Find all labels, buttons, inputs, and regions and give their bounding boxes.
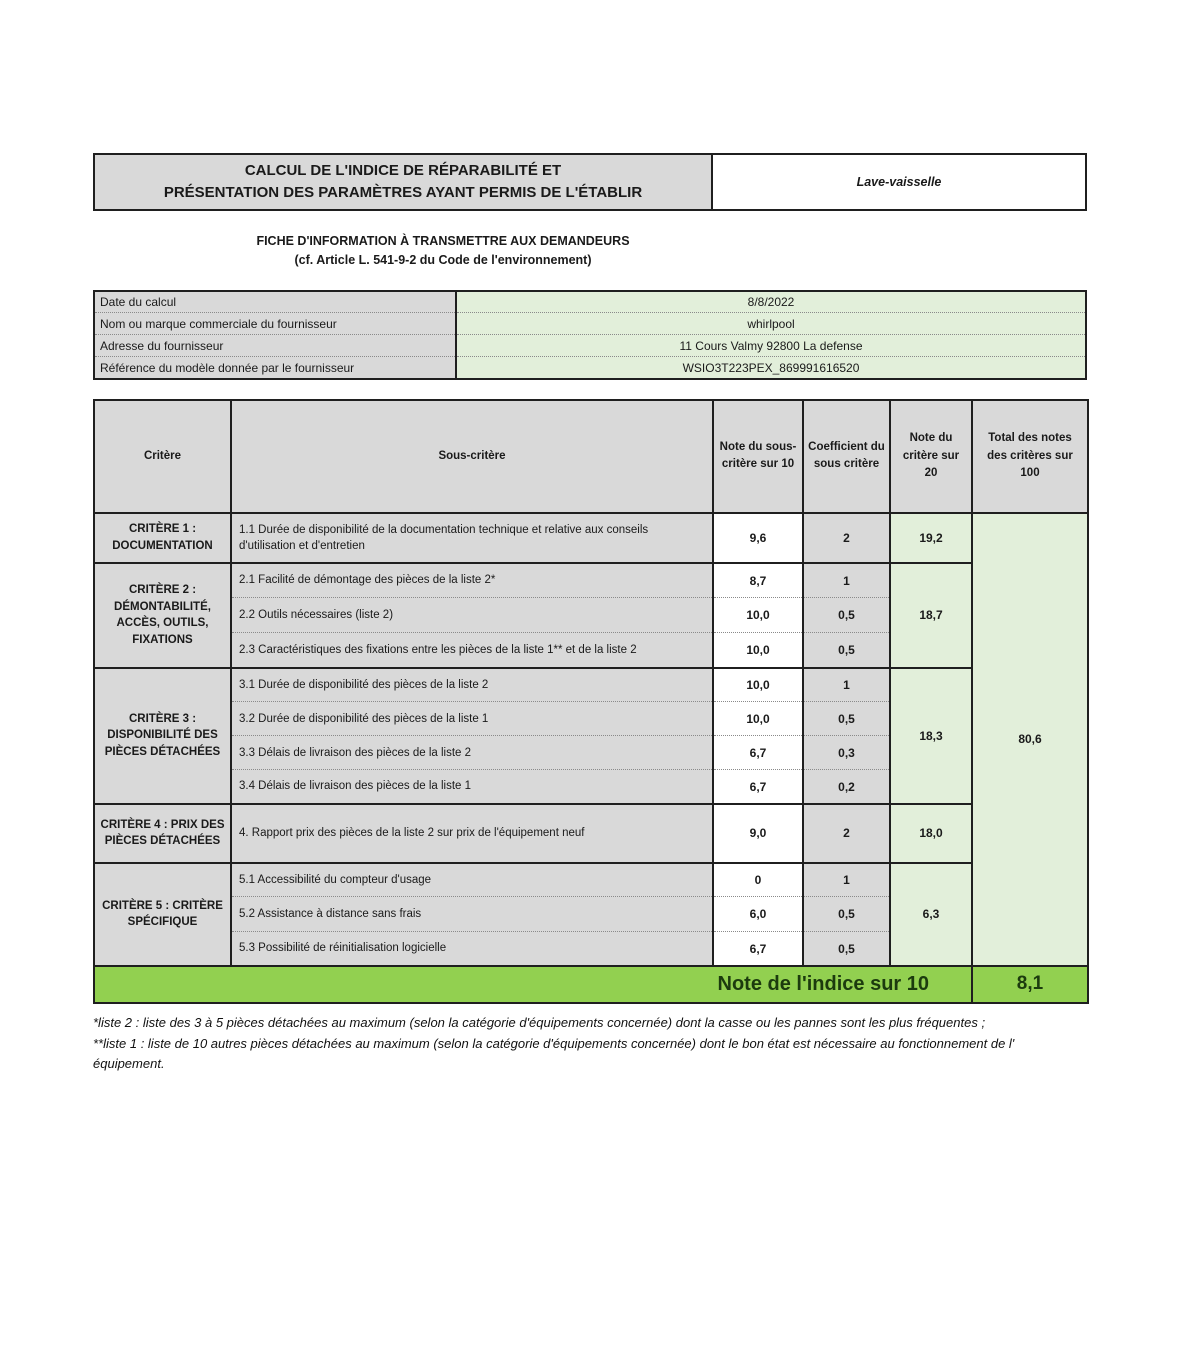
subcriterion-coefficient: 0,5 (803, 633, 890, 668)
subcriterion-label: 2.1 Facilité de démontage des pièces de la liste 2* (231, 563, 713, 598)
col-header-note-critere: Note du critère sur 20 (890, 400, 972, 513)
criterion-score: 18,3 (890, 668, 972, 804)
subcriterion-score: 10,0 (713, 668, 803, 702)
subcriterion-score: 10,0 (713, 598, 803, 633)
footnote-liste2: *liste 2 : liste des 3 à 5 pièces détachées au maximum (selon la catégorie d'équipements concernée) dont la casse ou les pannes sont les plus fréquentes ; (93, 1014, 986, 1030)
criterion-label: CRITÈRE 1 : DOCUMENTATION (94, 513, 231, 563)
criterion-score: 18,0 (890, 804, 972, 863)
info-value: 11 Cours Valmy 92800 La defense (456, 335, 1086, 357)
subcriterion-coefficient: 1 (803, 563, 890, 598)
info-row-brand (94, 313, 1086, 335)
criterion-score: 18,7 (890, 563, 972, 668)
subcriterion-coefficient: 1 (803, 668, 890, 702)
subcriterion-score: 6,7 (713, 770, 803, 804)
subcriterion-coefficient: 2 (803, 513, 890, 563)
index-score-label: Note de l'indice sur 10 (94, 966, 972, 1003)
subcriterion-label: 3.1 Durée de disponibilité des pièces de la liste 2 (231, 668, 713, 702)
info-value: 8/8/2022 (456, 291, 1086, 313)
subcriterion-label: 2.2 Outils nécessaires (liste 2) (231, 598, 713, 633)
subcriterion-coefficient: 0,2 (803, 770, 890, 804)
info-label: Nom ou marque commerciale du fournisseur (94, 313, 456, 335)
info-row-address (94, 335, 1086, 357)
table-row (94, 863, 1088, 897)
product-category: Lave-vaisselle (713, 155, 1085, 209)
subcriterion-label: 3.4 Délais de livraison des pièces de la liste 1 (231, 770, 713, 804)
subcriterion-score: 9,6 (713, 513, 803, 563)
subcriterion-coefficient: 0,5 (803, 932, 890, 966)
col-header-critere: Critère (94, 400, 231, 513)
criterion-label: CRITÈRE 3 : DISPONIBILITÉ DES PIÈCES DÉTACHÉES (94, 668, 231, 804)
subcriterion-label: 5.1 Accessibilité du compteur d'usage (231, 863, 713, 897)
col-header-note-sous-critere: Note du sous-critère sur 10 (713, 400, 803, 513)
subcriterion-score: 10,0 (713, 633, 803, 668)
subtitle-line2: (cf. Article L. 541-9-2 du Code de l'environnement) (294, 253, 592, 268)
supplier-info-table (93, 290, 1087, 380)
subcriterion-score: 9,0 (713, 804, 803, 863)
col-header-sous-critere: Sous-critère (231, 400, 713, 513)
criteria-table-header-row (94, 400, 1088, 513)
criteria-table (93, 399, 1089, 1004)
subcriterion-coefficient: 2 (803, 804, 890, 863)
document-title-line2: PRÉSENTATION DES PARAMÈTRES AYANT PERMIS DE L'ÉTABLIR (163, 184, 643, 201)
col-header-coefficient: Coefficient du sous critère (803, 400, 890, 513)
subcriterion-score: 10,0 (713, 702, 803, 736)
info-value: WSIO3T223PEX_869991616520 (456, 357, 1086, 379)
subcriterion-label: 5.3 Possibilité de réinitialisation logicielle (231, 932, 713, 966)
document-header (93, 153, 1087, 211)
info-value: whirlpool (456, 313, 1086, 335)
criterion-label: CRITÈRE 2 : DÉMONTABILITÉ, ACCÈS, OUTILS, FIXATIONS (94, 563, 231, 668)
subcriterion-coefficient: 0,5 (803, 598, 890, 633)
col-header-total: Total des notes des critères sur 100 (972, 400, 1088, 513)
table-row (94, 513, 1088, 563)
subcriterion-label: 2.3 Caractéristiques des fixations entre les pièces de la liste 1** et de la liste 2 (231, 633, 713, 668)
index-score-value: 8,1 (972, 966, 1088, 1003)
subcriterion-label: 3.3 Délais de livraison des pièces de la liste 2 (231, 736, 713, 770)
subcriterion-coefficient: 0,5 (803, 897, 890, 932)
subcriterion-score: 6,7 (713, 736, 803, 770)
info-label: Référence du modèle donnée par le fournisseur (94, 357, 456, 379)
total-score-cell: 80,6 (972, 513, 1088, 966)
subcriterion-label: 1.1 Durée de disponibilité de la documentation technique et relative aux conseils d'utilisation et d'entretien (231, 513, 713, 563)
subtitle-line1: FICHE D'INFORMATION À TRANSMETTRE AUX DEMANDEURS (256, 234, 630, 248)
document-title-line1: CALCUL DE L'INDICE DE RÉPARABILITÉ ET (244, 162, 562, 180)
subcriterion-label: 4. Rapport prix des pièces de la liste 2 sur prix de l'équipement neuf (231, 804, 713, 863)
repairability-sheet (93, 153, 1087, 1075)
subcriterion-label: 3.2 Durée de disponibilité des pièces de la liste 1 (231, 702, 713, 736)
index-score-row (94, 966, 1088, 1003)
subcriterion-coefficient: 0,5 (803, 702, 890, 736)
document-subtitle (93, 232, 793, 271)
info-label: Adresse du fournisseur (94, 335, 456, 357)
criterion-label: CRITÈRE 4 : PRIX DES PIÈCES DÉTACHÉES (94, 804, 231, 863)
subcriterion-score: 6,0 (713, 897, 803, 932)
document-title (95, 155, 713, 209)
info-label: Date du calcul (94, 291, 456, 313)
subcriterion-coefficient: 1 (803, 863, 890, 897)
footnote-liste1: **liste 1 : liste de 10 autres pièces détachées au maximum (selon la catégorie d'équipements concernée) dont le bon état est nécessaire au fonctionnement de l' équipement. (93, 1035, 1015, 1072)
subcriterion-score: 8,7 (713, 563, 803, 598)
subcriterion-score: 6,7 (713, 932, 803, 966)
subcriterion-label: 5.2 Assistance à distance sans frais (231, 897, 713, 932)
criterion-score: 6,3 (890, 863, 972, 966)
criterion-label: CRITÈRE 5 : CRITÈRE SPÉCIFIQUE (94, 863, 231, 966)
footnotes (93, 1013, 1083, 1075)
table-row (94, 668, 1088, 702)
subcriterion-score: 0 (713, 863, 803, 897)
table-row (94, 804, 1088, 863)
info-row-model-ref (94, 357, 1086, 379)
info-row-date (94, 291, 1086, 313)
subcriterion-coefficient: 0,3 (803, 736, 890, 770)
table-row (94, 563, 1088, 598)
criterion-score: 19,2 (890, 513, 972, 563)
